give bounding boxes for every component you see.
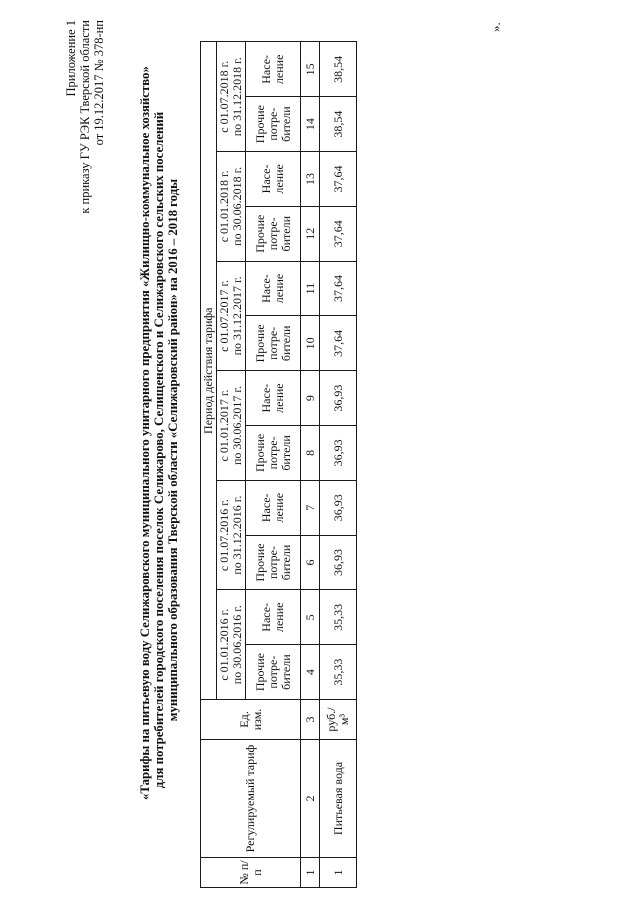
- tariff-value: 36,93: [320, 480, 357, 535]
- consumer-population-header: Насе- ление: [246, 480, 301, 535]
- column-number: 13: [301, 152, 320, 207]
- closing-quote: ».: [488, 22, 503, 32]
- tariff-value: 37,64: [320, 206, 357, 261]
- consumer-other-header: Прочие потре- бители: [246, 426, 301, 481]
- document-title: [138, 66, 180, 800]
- consumer-other-header: Прочие потре- бители: [246, 206, 301, 261]
- column-number-row: [301, 42, 320, 888]
- row-unit: руб./м³: [320, 700, 357, 740]
- column-number: 8: [301, 426, 320, 481]
- header-unit: Ед. изм.: [201, 700, 301, 740]
- tariff-value: 37,64: [320, 316, 357, 371]
- title-line-1: «Тарифы на питьевую воду Селижаровского муниципального унитарного предприятия «Жилищно-коммунальное хозяйство»: [138, 66, 152, 800]
- column-number: 15: [301, 42, 320, 97]
- period-header: с 01.01.2016 г. по 30.06.2016 г.: [217, 590, 246, 700]
- row-num: 1: [320, 858, 357, 888]
- tariff-value: 35,33: [320, 590, 357, 645]
- period-header: с 01.07.2017 г. по 31.12.2017 г.: [217, 261, 246, 371]
- column-number: 11: [301, 261, 320, 316]
- column-number: 2: [301, 740, 320, 858]
- column-number: 12: [301, 206, 320, 261]
- column-number: 4: [301, 645, 320, 700]
- period-header: с 01.07.2016 г. по 31.12.2016 г.: [217, 480, 246, 590]
- column-number: 9: [301, 371, 320, 426]
- row-tariff: Питьевая вода: [320, 740, 357, 858]
- appendix-reference: [64, 20, 106, 214]
- consumer-population-header: Насе- ление: [246, 590, 301, 645]
- column-number: 3: [301, 700, 320, 740]
- title-line-3: муниципального образования Тверской области «Селижаровский район» на 2016 – 2018 годы: [166, 178, 180, 722]
- period-header: с 01.01.2017 г. по 30.06.2017 г.: [217, 371, 246, 481]
- period-header: с 01.01.2018 г. по 30.06.2018 г.: [217, 152, 246, 262]
- tariff-value: 35,33: [320, 645, 357, 700]
- header-row-period: [201, 42, 217, 888]
- tariff-value: 38,54: [320, 97, 357, 152]
- consumer-population-header: Насе- ление: [246, 152, 301, 207]
- column-number: 7: [301, 480, 320, 535]
- appendix-line-3: от 19.12.2017 № 378-нп: [92, 20, 106, 146]
- column-number: 14: [301, 97, 320, 152]
- tariff-value: 36,93: [320, 426, 357, 481]
- column-number: 10: [301, 316, 320, 371]
- consumer-other-header: Прочие потре- бители: [246, 645, 301, 700]
- header-tariff: Регулируемый тариф: [201, 740, 301, 858]
- tariff-value: 36,93: [320, 535, 357, 590]
- column-number: 6: [301, 535, 320, 590]
- consumer-other-header: Прочие потре- бители: [246, 535, 301, 590]
- tariff-table: [200, 41, 357, 888]
- column-number: 5: [301, 590, 320, 645]
- consumer-population-header: Насе- ление: [246, 42, 301, 97]
- header-period: Период действия тарифа: [201, 42, 217, 700]
- appendix-line-2: к приказу ГУ РЭК Тверской области: [78, 20, 92, 214]
- consumer-population-header: Насе- ление: [246, 261, 301, 316]
- consumer-other-header: Прочие потре- бители: [246, 97, 301, 152]
- consumer-other-header: Прочие потре- бители: [246, 316, 301, 371]
- column-number: 1: [301, 858, 320, 888]
- tariff-value: 37,64: [320, 152, 357, 207]
- period-header: с 01.07.2018 г. по 31.12.2018 г.: [217, 42, 246, 152]
- title-line-2: для потребителей городского поселения поселок Селижарово, Селищенского и Селижаровского сельских поселений: [152, 111, 166, 789]
- document-page: [20, 10, 620, 890]
- tariff-value: 37,64: [320, 261, 357, 316]
- tariff-value: 38,54: [320, 42, 357, 97]
- header-num: № п/п: [201, 858, 301, 888]
- appendix-line-1: Приложение 1: [64, 20, 78, 97]
- table-row: [320, 42, 357, 888]
- consumer-population-header: Насе- ление: [246, 371, 301, 426]
- tariff-value: 36,93: [320, 371, 357, 426]
